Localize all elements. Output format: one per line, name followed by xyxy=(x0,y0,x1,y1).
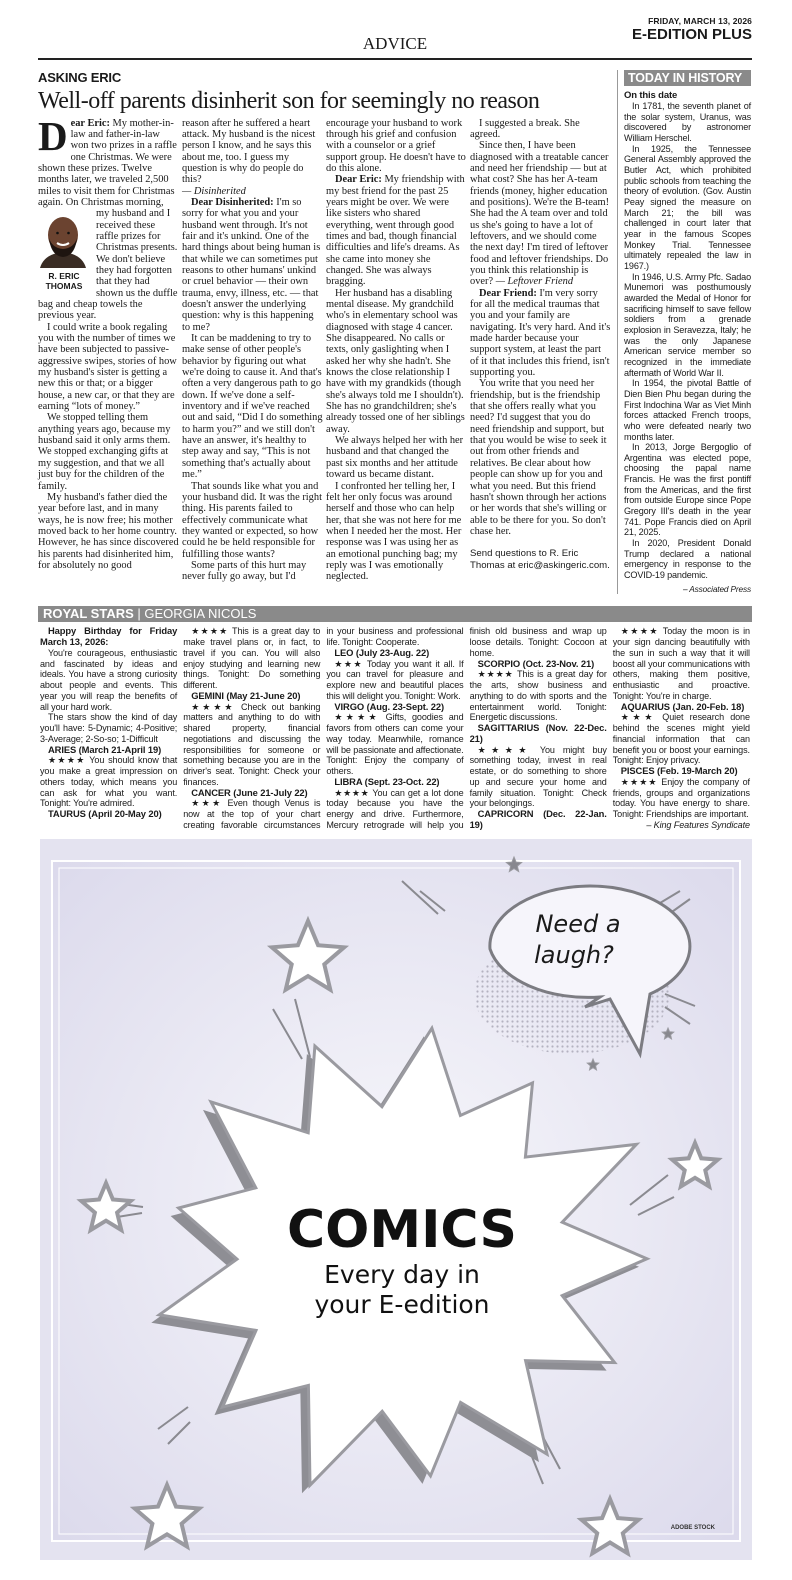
paragraph-text: My friendship with my best friend for the past 25 years might be over. We were like sisters who shared everything, went through good times and bad, though financial difficulties and life's dreams. As she came into money she changed. She was always bragging. xyxy=(326,174,465,288)
letter-salutation: ear Eric: xyxy=(70,117,110,129)
horoscope-sign-heading: CAPRICORN (Dec. 22-Jan. 19) xyxy=(469,808,607,830)
column-divider xyxy=(617,70,618,595)
horoscope-sign-heading: PISCES (Feb. 19-March 20) xyxy=(620,765,738,777)
horoscope-entry-text: ★★★★ You should know that you make a great impression on others today, which means you can ask for what you want. Tonight: You're admired. xyxy=(40,755,178,809)
article-column-4 xyxy=(470,118,611,583)
article-paragraph: I could write a book regaling you with the number of times we have been subjected to passive-aggressive swipes, stories of how my husband's sister is getting a new this or that; or a bigger house, a new car, or that they are earning “lots of money.” xyxy=(38,321,177,413)
horoscope-entry-text: ★★★ Today you want it all. If you can travel for pleasure and explore new and beautiful places this will delight you. Tonight: Work. xyxy=(326,658,464,701)
ad-photo-credit: ADOBE STOCK xyxy=(670,1524,715,1531)
today-in-history-sidebar xyxy=(624,70,751,595)
horoscope-sign-heading: SAGITTARIUS (Nov. 22-Dec. 21) xyxy=(469,722,607,744)
horoscope-entry-text: ★★★★ Today the moon is in your sign dancing beautifully with the sun in such a way that it will boost all your communications with others, making them positive, enthusiastic and proactive. Tonight: You're in charge. xyxy=(612,626,750,701)
paragraph-text: I'm very sorry for all the medical traumas that you and your family are navigating. It's very hard. And it's made harder because your support system, at least the part of it that includes this friend, isn't supporting you. xyxy=(470,287,611,379)
horoscope-entry-text: ★★★★ This is a great day to make travel plans or, in fact, to travel if you can. You will also enjoy studying and learning new things. Tonight: Do something different. xyxy=(183,626,321,691)
article-column-3 xyxy=(326,118,467,583)
letter-signature: — Leftover Friend xyxy=(495,276,574,288)
article-paragraph: That sounds like what you and your husband did. It was the right thing. His parents failed to effectively communicate what they wanted or expected, so how could he be held responsible for fulfilling those wants? xyxy=(182,480,322,560)
history-subtitle: On this date xyxy=(624,89,678,101)
article-paragraph xyxy=(38,112,179,322)
horoscope-sign-heading: GEMINI (May 21-June 20) xyxy=(191,689,301,701)
paragraph-text: and I received these raffle prizes for Christmas presents. We don't believe they had forgotten that they had shown us the duffle bag and cheap towels the previous year. xyxy=(38,208,178,322)
bubble-text-line-1: Need a xyxy=(535,909,621,938)
horoscope-credit: – King Features Syndicate xyxy=(646,819,750,830)
edition-name: E-EDITION PLUS xyxy=(631,26,752,43)
history-item: In 2020, President Donald Trump declared a national emergency in response to the COVID-19 pandemic. xyxy=(624,538,751,581)
horoscope-entry-text: ★★★ Even though Venus is now at the top of your chart creating favorable circumstances in your business and professional life. Tonight: Cooperate. xyxy=(183,626,464,830)
article-paragraph: We always helped her with her husband and that changed the past six months and her attitude toward us became distant. xyxy=(326,435,464,481)
ad-headline: COMICS xyxy=(286,1199,518,1260)
horoscope-sign-heading: SCORPIO (Oct. 23-Nov. 21) xyxy=(477,657,595,669)
letter-salutation: Dear Eric: xyxy=(335,174,382,186)
horoscope-entry-text: ★★★★ Check out banking matters and anything to do with shared property, financial negotiations and discussing the responsibilities for someone or something because you are in the driver's seat. Tonight: Check your finances. xyxy=(183,701,321,787)
history-credit: – Associated Press xyxy=(682,583,751,594)
article-paragraph: It can be maddening to try to make sense of other people's behavior by figuring out what we're doing to cause it. And that's often a very dangerous path to go down. If we've done a self-inventory and if we've reached out and said, “Did I do something to harm you?” and we still don't have an answer, it's healthy to step away and say, “This is not something that's actually about me.” xyxy=(182,333,323,481)
history-item: In 1954, the pivotal Battle of Dien Bien Phu began during the First Indochina War as Viet Minh forces attacked French troops, who were defeated nearly two months later. xyxy=(624,378,751,442)
author-photo xyxy=(38,210,90,291)
article-paragraph: encourage your husband to work through his grief and confusion with a counselor or a grief support group. He doesn't have to do this alone. xyxy=(326,117,466,174)
history-item: In 1781, the seventh planet of the solar system, Uranus, was discovered by astronomer William Herschel. xyxy=(624,101,751,144)
paragraph-text: My mother-in-law and father-in-law won two prizes in a raffle one Christmas. We were shown these prizes. Twelve months later, we traveled 2,500 miles to visit them for Christmas again. On Christmas morning, my husband xyxy=(38,117,177,220)
horoscope-sign-heading: LIBRA (Sept. 23-Oct. 22) xyxy=(334,775,440,787)
article-paragraph: I suggested a break. She agreed. xyxy=(470,117,580,140)
newspaper-page xyxy=(38,0,752,1560)
article-paragraph xyxy=(182,197,323,333)
bubble-text-line-2: laugh? xyxy=(534,940,614,969)
drop-cap: D xyxy=(38,112,68,159)
history-item: In 2013, Jorge Bergoglio of Argentina was elected pope, choosing the papal name Francis. He was the first pontiff from the Americas, and the first from outside Europe since Pope Gregory III's death in the year 741. Pope Francis died on April 21, 2025. xyxy=(624,442,751,538)
article-paragraph: You write that you need her friendship, but is the friendship that she offers really what you need? I'd suggest that you do need friendship and support, but that you would be wise to seek it out from other friends and relatives. Be clear about how people can show up for you and what you need. But this friend hasn't shown through her actions or her words that she's willing or able to be there for you. So don't chase her. xyxy=(470,378,607,537)
ad-subline-2: your E-edition xyxy=(314,1289,490,1319)
horoscope-entry-text: You're courageous, enthusiastic and fascinated by ideas and ideals. You have a strong curiosity about people and events. This year you will reap the benefits of all your hard work. xyxy=(40,647,178,712)
section-rule xyxy=(38,58,752,60)
article-paragraph xyxy=(326,174,467,287)
author-photo-caption: R. ERIC THOMAS xyxy=(45,271,83,292)
horoscope-sign-heading: VIRGO (Aug. 23-Sept. 22) xyxy=(334,700,444,712)
horoscope-entry-text: ★★★★ This is a great day for the arts, show business and anything to do with sports and the entertainment world. Tonight: Energetic discussions. xyxy=(469,669,607,723)
article-column-1 xyxy=(38,112,179,583)
horoscope-entry-text: ★★★★ Gifts, goodies and favors from others can come your way today. Meanwhile, romance will be passionate and affectionate. Tonight: Enjoy the company of others. xyxy=(326,712,464,777)
author-portrait-image xyxy=(38,210,88,268)
article-paragraph xyxy=(182,118,323,197)
letter-signature: — Disinherited xyxy=(182,185,246,197)
history-item: In 1925, the Tennessee General Assembly approved the Butler Act, which prohibited public schools from teaching the theory of evolution. (Gov. Austin Peay signed the measure on March 21; the bill was challenged in court later that year in the famous Scopes Monkey Trial. Tennessee ultimately repealed the law in 1967.) xyxy=(624,143,751,271)
article-paragraph: We stopped telling them anything years ago, because my husband said it only arms them. We stopped exchanging gifts at my suggestion, and that we all just buy for the children of the family. xyxy=(38,412,171,492)
column-kicker: ASKING ERIC xyxy=(38,69,122,85)
horoscope-entry-text: ★★★★ Enjoy the company of friends, groups and organizations today. You have energy to share. Tonight: Friendships are important. xyxy=(612,776,750,820)
horoscope-sign-heading: AQUARIUS (Jan. 20-Feb. 18) xyxy=(620,700,745,712)
article-paragraph: Some parts of this hurt may never fully go away, but I'd xyxy=(182,559,307,583)
horoscope-body xyxy=(40,626,750,830)
article-headline: Well-off parents disinherit son for seemingly no reason xyxy=(38,87,540,114)
page-header xyxy=(38,14,752,58)
reply-salutation: Dear Friend: xyxy=(479,287,537,299)
issue-date: FRIDAY, MARCH 13, 2026 xyxy=(648,16,752,26)
horoscope-entry-text: ★★★★ You might buy something today, invest in real estate, or do something to shore up and secure your home and family situation. Tonight: Check your belongings. xyxy=(469,744,607,809)
horoscope-author: GEORGIA NICOLS xyxy=(144,606,257,622)
horoscope-header: ROYAL STARS | GEORGIA NICOLS xyxy=(38,606,752,622)
advice-article xyxy=(38,70,613,583)
article-column-2 xyxy=(182,118,323,583)
article-paragraph xyxy=(470,288,611,379)
history-item: In 1946, U.S. Army Pfc. Sadao Munemori was posthumously awarded the Medal of Honor for sacrificing himself to save fellow soldiers from a grenade explosion in Seravezza, Italy; he was the only Japanese American service member so recognized in the immediate aftermath of World War II. xyxy=(624,271,751,378)
horoscope-sign-heading: Happy Birthday for Friday March 13, 2026: xyxy=(40,625,178,648)
section-title: ADVICE xyxy=(362,34,428,53)
reply-salutation: Dear Disinherited: xyxy=(191,196,274,208)
history-title: TODAY IN HISTORY xyxy=(624,70,751,86)
advice-section xyxy=(38,70,752,595)
horoscope-entry-text: The stars show the kind of day you'll have: 5-Dynamic; 4-Positive; 3-Average; 2-So-so; 1-Difficult xyxy=(40,712,178,744)
send-questions-note: Send questions to R. Eric Thomas at eric@askingeric.com. xyxy=(470,548,610,571)
article-paragraph: My husband's father died the year before last, and in many ways, he is now free; his mother moved back to her home country. However, he has since discovered his parents had disinherited him, for absolutely no good xyxy=(38,491,179,571)
horoscope-entry-text: ★★★★ You can get a lot done today because you have the energy and drive. Furthermore, Mercury retrograde will help you finish old business and wrap up loose details. Tonight: Cocoon at home. xyxy=(326,626,607,830)
article-paragraph: Her husband has a disabling mental disease. My grandchild who's in elementary school was diagnosed with stage 4 cancer. She disappeared. No calls or texts, only gaslighting when I asked her why she hadn't. She knows the close relationship I have with my grandkids (though she's always told me I shouldn't). She has no grandchildren; she's already tossed one of her siblings away. xyxy=(326,287,465,435)
horoscope-title: ROYAL STARS xyxy=(43,606,134,622)
horoscope-entry-text: ★★★ Quiet research done behind the scenes might yield financial information that can benefit you or boost your earnings. Tonight: Enjoy privacy. xyxy=(612,712,750,766)
article-paragraph: I confronted her telling her, I felt her only focus was around herself and those who can help her, that she was not here for me when I needed her the most. Her response was I was using her as an emotional punching bag; my reply was I was emotionally neglected. xyxy=(326,480,462,583)
ad-subline-1: Every day in xyxy=(324,1259,480,1289)
horoscope-sign-heading: TAURUS (April 20-May 20) xyxy=(48,808,162,820)
horoscope-sign-heading: ARIES (March 21-April 19) xyxy=(48,743,162,755)
comics-advertisement[interactable] xyxy=(40,839,752,1560)
paragraph-text: Since then, I have been diagnosed with a treatable cancer and need her friendship — but at what cost? She has her A-team friends (money, higher education and positions). We're the B-team! She had the A team over and told us she's going to have a lot of leftovers, and we should come the next day! I'm tired of leftover food and leftover friendships. Do you think this relationship is over? xyxy=(470,140,610,288)
article-paragraph xyxy=(470,140,611,287)
article-columns xyxy=(38,112,613,583)
paragraph-text: reason after he suffered a heart attack. My husband is the nicest person I know, and he says this about me, too. I guess my question is why do people do this? xyxy=(182,117,316,186)
horoscope-sign-heading: CANCER (June 21-July 22) xyxy=(191,786,308,798)
paragraph-text: I'm so sorry for what you and your husband went through. It's not fair and it's unkind. One of the hard things about being human is that while we can sometimes put reasons to other humans' unkind or cruel behavior — their own trauma, envy, illness, etc. — that doesn't answer the underlying question: why is this happening to me? xyxy=(182,196,321,333)
horoscope-sign-heading: LEO (July 23-Aug. 22) xyxy=(334,646,430,658)
